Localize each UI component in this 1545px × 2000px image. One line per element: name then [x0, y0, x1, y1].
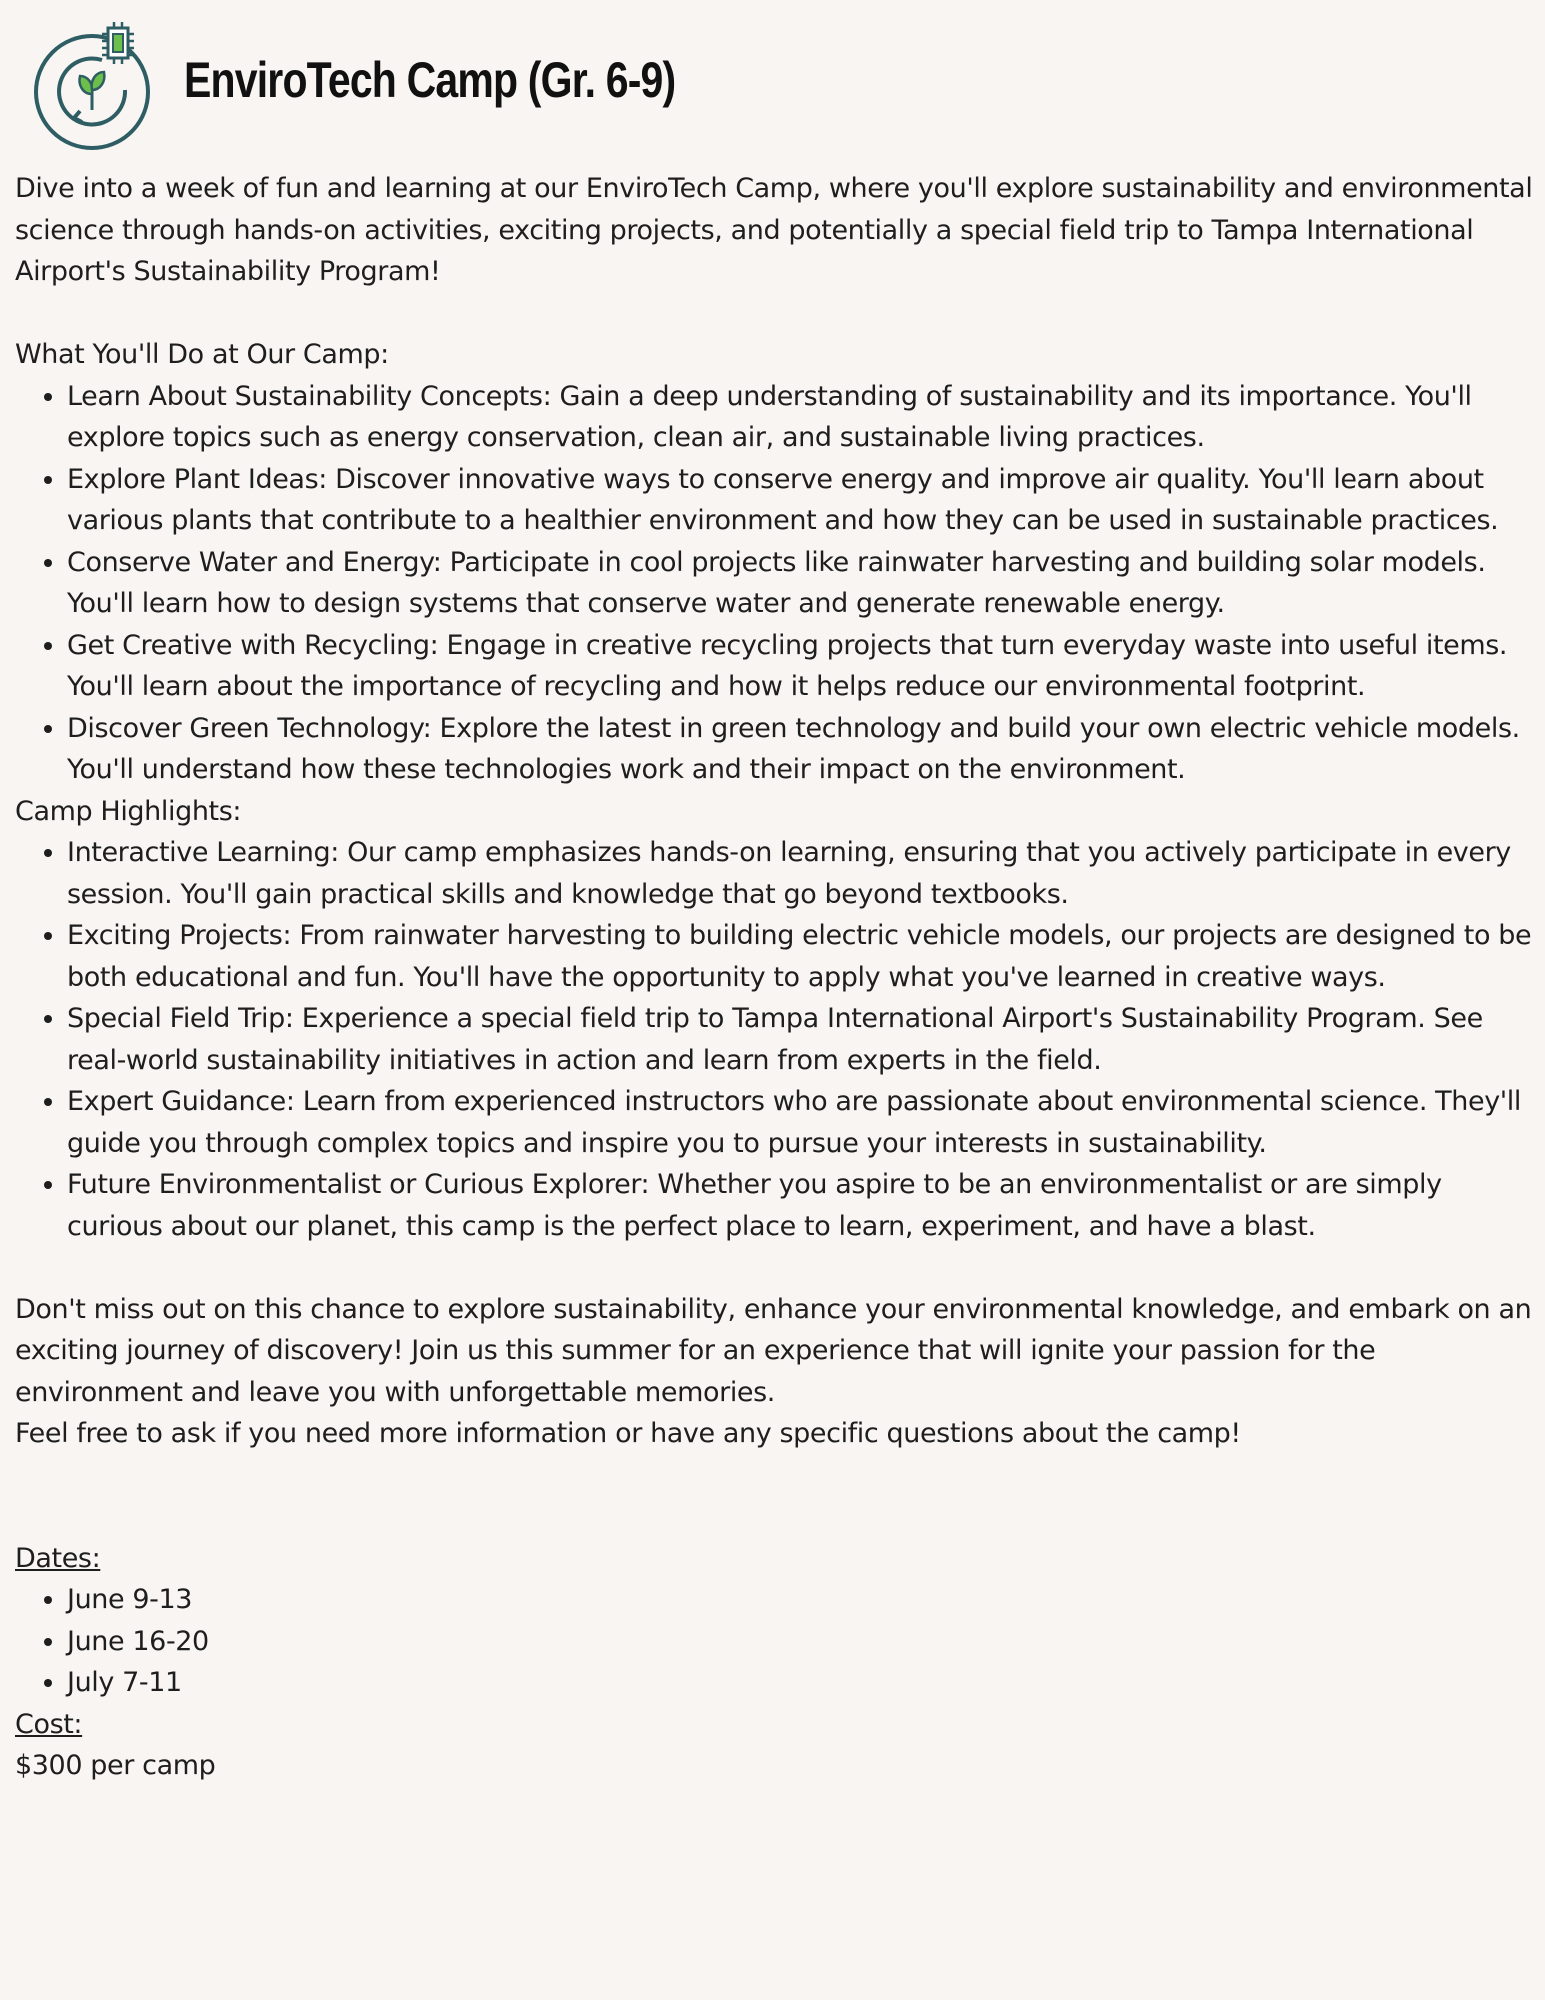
- list-item: • June 9-13: [67, 1579, 1535, 1621]
- plant-chip-cycle-icon: [30, 10, 154, 150]
- highlights-heading: Camp Highlights:: [15, 795, 242, 827]
- activities-heading: What You'll Do at Our Camp:: [15, 339, 389, 370]
- list-item: • Explore Plant Ideas: Discover innovative ways to conserve energy and improve air quality. You'll learn about various plants that contribute to a healthier environment and how they can be used in sustainable practices.: [67, 459, 1535, 542]
- page-title: EnviroTech Camp (Gr. 6-9): [184, 52, 676, 108]
- list-item: • July 7-11: [67, 1662, 1535, 1704]
- list-item: • Discover Green Technology: Explore the latest in green technology and build your own electric vehicle models. You'll understand how these technologies work and their impact on the environment.: [67, 708, 1535, 791]
- closing-note: Feel free to ask if you need more information or have any specific questions about the camp!: [15, 1418, 1241, 1449]
- list-item: • Conserve Water and Energy: Participate in cool projects like rainwater harvesting and building solar models. You'll learn how to design systems that conserve water and generate renewable energy.: [67, 542, 1535, 625]
- list-item: • Learn About Sustainability Concepts: Gain a deep understanding of sustainability and its importance. You'll explore topics such as energy conservation, clean air, and sustainable living practices.: [67, 376, 1535, 459]
- document-body: [15, 168, 1535, 1787]
- list-item: • Future Environmentalist or Curious Explorer: Whether you aspire to be an environmentalist or are simply curious about our planet, this camp is the perfect place to learn, experiment, and have a blast.: [67, 1164, 1535, 1247]
- activities-list: [15, 376, 1535, 791]
- list-item: • Special Field Trip: Experience a special field trip to Tampa International Airport's Sustainability Program. See real-world sustainability initiatives in action and learn from experts in the field.: [67, 998, 1535, 1081]
- dates-heading: Dates:: [15, 1542, 101, 1574]
- cost-value: $300 per camp: [15, 1750, 216, 1781]
- header: [30, 10, 783, 150]
- list-item: • Expert Guidance: Learn from experienced instructors who are passionate about environmental science. They'll guide you through complex topics and inspire you to pursue your interests in sustainability.: [67, 1081, 1535, 1164]
- list-item: • Interactive Learning: Our camp emphasizes hands-on learning, ensuring that you actively participate in every session. You'll gain practical skills and knowledge that go beyond textbooks.: [67, 832, 1535, 915]
- closing-paragraph: Don't miss out on this chance to explore sustainability, enhance your environmental knowledge, and embark on an exciting journey of discovery! Join us this summer for an experience that will ignite your passion for the environment and leave you with unforgettable memories.: [15, 1293, 1532, 1408]
- intro-paragraph: Dive into a week of fun and learning at our EnviroTech Camp, where you'll explore sustainability and environmental science through hands-on activities, exciting projects, and potentially a special field trip to Tampa International Airport's Sustainability Program!: [15, 173, 1533, 287]
- list-item: • June 16-20: [67, 1621, 1535, 1663]
- list-item: • Get Creative with Recycling: Engage in creative recycling projects that turn everyday waste into useful items. You'll learn about the importance of recycling and how it helps reduce our environmental footprint.: [67, 625, 1535, 708]
- cost-heading: Cost:: [15, 1708, 83, 1740]
- dates-list: [15, 1579, 1535, 1704]
- highlights-list: [15, 832, 1535, 1247]
- list-item: • Exciting Projects: From rainwater harvesting to building electric vehicle models, our projects are designed to be both educational and fun. You'll have the opportunity to apply what you've learned in creative ways.: [67, 915, 1535, 998]
